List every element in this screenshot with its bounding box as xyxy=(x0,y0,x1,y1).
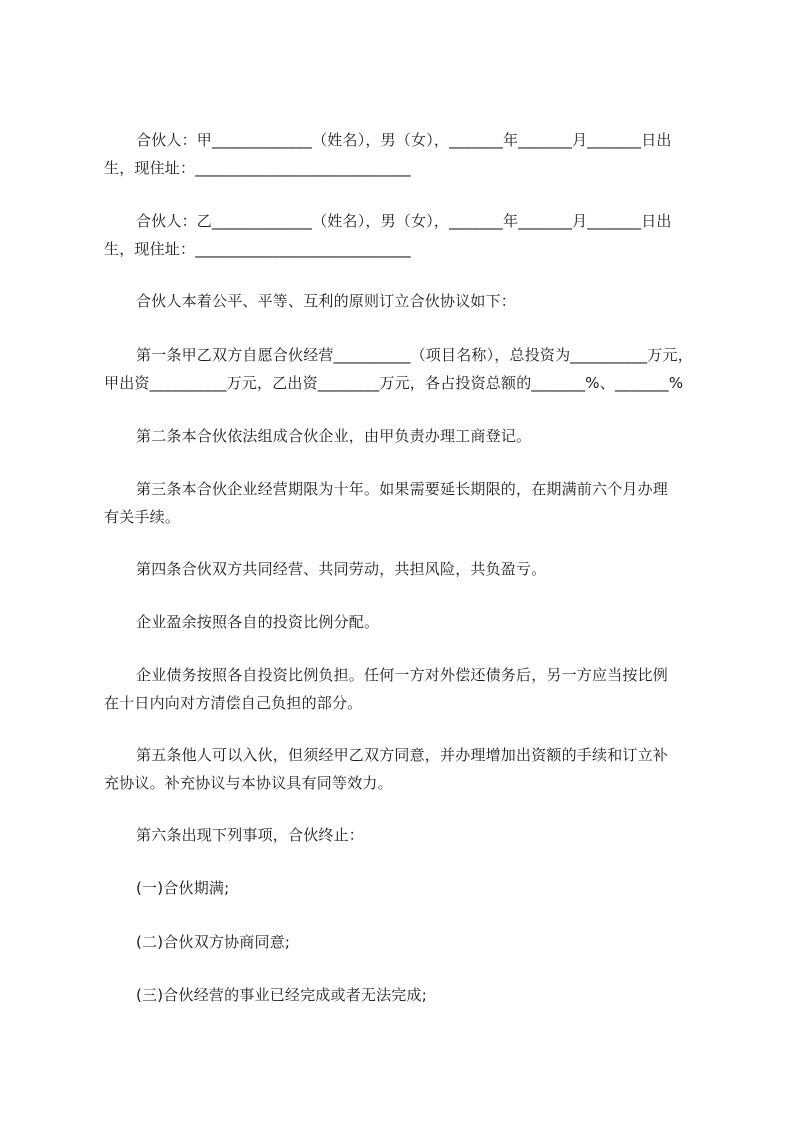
text-line: (三)合伙经营的事业已经完成或者无法完成; xyxy=(136,986,427,1004)
text-line: (一)合伙期满; xyxy=(136,879,230,897)
paragraph-article-2 xyxy=(104,422,704,450)
paragraph-preamble xyxy=(104,287,704,315)
paragraph-article-6 xyxy=(104,821,704,849)
paragraph-partner-a xyxy=(104,126,704,182)
paragraph-article-1 xyxy=(104,341,704,397)
paragraph-surplus xyxy=(104,608,704,636)
text-line: 充协议。补充协议与本协议具有同等效力。 xyxy=(104,774,393,792)
paragraph-article-5 xyxy=(104,741,704,797)
paragraph-article-3 xyxy=(104,475,704,531)
text-line: 企业债务按照各自投资比例负担。任何一方对外偿还债务后，另一方应当按比例 xyxy=(136,666,669,684)
text-line: 合伙人：甲_____________（姓名），男（女），_______年_______月_______日出 xyxy=(136,131,672,149)
text-line: 企业盈余按照各自的投资比例分配。 xyxy=(136,613,380,631)
text-line: (二)合伙双方协商同意; xyxy=(136,933,291,951)
paragraph-debts xyxy=(104,661,704,717)
paragraph-article-4 xyxy=(104,555,704,583)
text-line: 生，现住址：____________________________ xyxy=(104,159,411,177)
text-line: 甲出资__________万元，乙出资________万元，各占投资总额的_______%、_______% xyxy=(104,374,684,392)
list-item-1 xyxy=(104,874,704,902)
text-line: 生，现住址：____________________________ xyxy=(104,240,411,258)
text-line: 第六条出现下列事项，合伙终止： xyxy=(136,826,365,844)
text-line: 第二条本合伙依法组成合伙企业，由甲负责办理工商登记。 xyxy=(136,427,532,445)
list-item-3 xyxy=(104,981,704,1009)
list-item-2 xyxy=(104,928,704,956)
text-line: 第一条甲乙双方自愿合伙经营__________（项目名称），总投资为__________万元， xyxy=(136,346,693,364)
text-line: 在十日内向对方清偿自己负担的部分。 xyxy=(104,694,363,712)
paragraph-partner-b xyxy=(104,207,704,263)
text-line: 第三条本合伙企业经营期限为十年。如果需要延长期限的，在期满前六个月办理 xyxy=(136,480,669,498)
text-line: 合伙人：乙_____________（姓名），男（女），_______年_______月_______日出 xyxy=(136,212,672,230)
text-line: 合伙人本着公平、平等、互利的原则订立合伙协议如下： xyxy=(136,292,517,310)
text-line: 第四条合伙双方共同经营、共同劳动，共担风险，共负盈亏。 xyxy=(136,560,547,578)
text-line: 第五条他人可以入伙，但须经甲乙双方同意，并办理增加出资额的手续和订立补 xyxy=(136,746,669,764)
text-line: 有关手续。 xyxy=(104,508,181,526)
